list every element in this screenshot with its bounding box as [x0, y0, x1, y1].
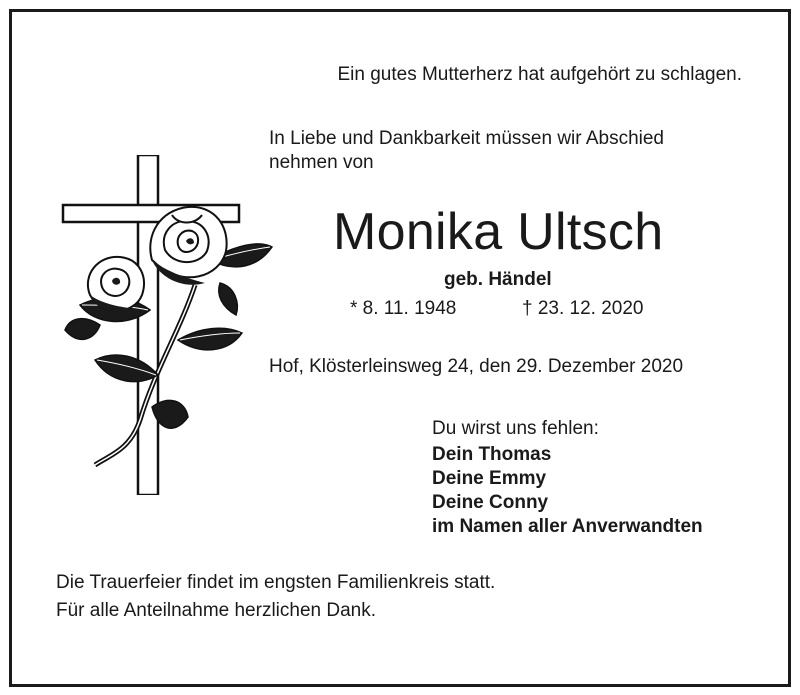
miss-line: Du wirst uns fehlen:	[432, 418, 599, 439]
signature-1: Dein Thomas	[432, 444, 552, 465]
intro-line-1: In Liebe und Dankbarkeit müssen wir Abschied	[269, 128, 665, 149]
death-date: † 23. 12. 2020	[522, 298, 644, 319]
birth-date: * 8. 11. 1948	[350, 298, 457, 319]
deceased-name: Monika Ultsch	[333, 203, 664, 261]
intro-line-2: nehmen von	[269, 152, 374, 173]
footer-line-2: Für alle Anteilnahme herzlichen Dank.	[56, 600, 377, 621]
motto-text: Ein gutes Mutterherz hat aufgehört zu schlagen.	[337, 64, 742, 85]
signature-2: Deine Emmy	[432, 468, 547, 489]
signature-4: im Namen aller Anverwandten	[432, 516, 703, 537]
footer-line-1: Die Trauerfeier findet im engsten Familienkreis statt.	[56, 572, 496, 593]
cross-with-roses-icon	[60, 155, 275, 495]
signature-3: Deine Conny	[432, 492, 549, 513]
place-date-line: Hof, Klösterleinsweg 24, den 29. Dezember 2020	[269, 356, 684, 377]
intro-text	[269, 127, 749, 175]
maiden-name: geb. Händel	[444, 269, 552, 290]
